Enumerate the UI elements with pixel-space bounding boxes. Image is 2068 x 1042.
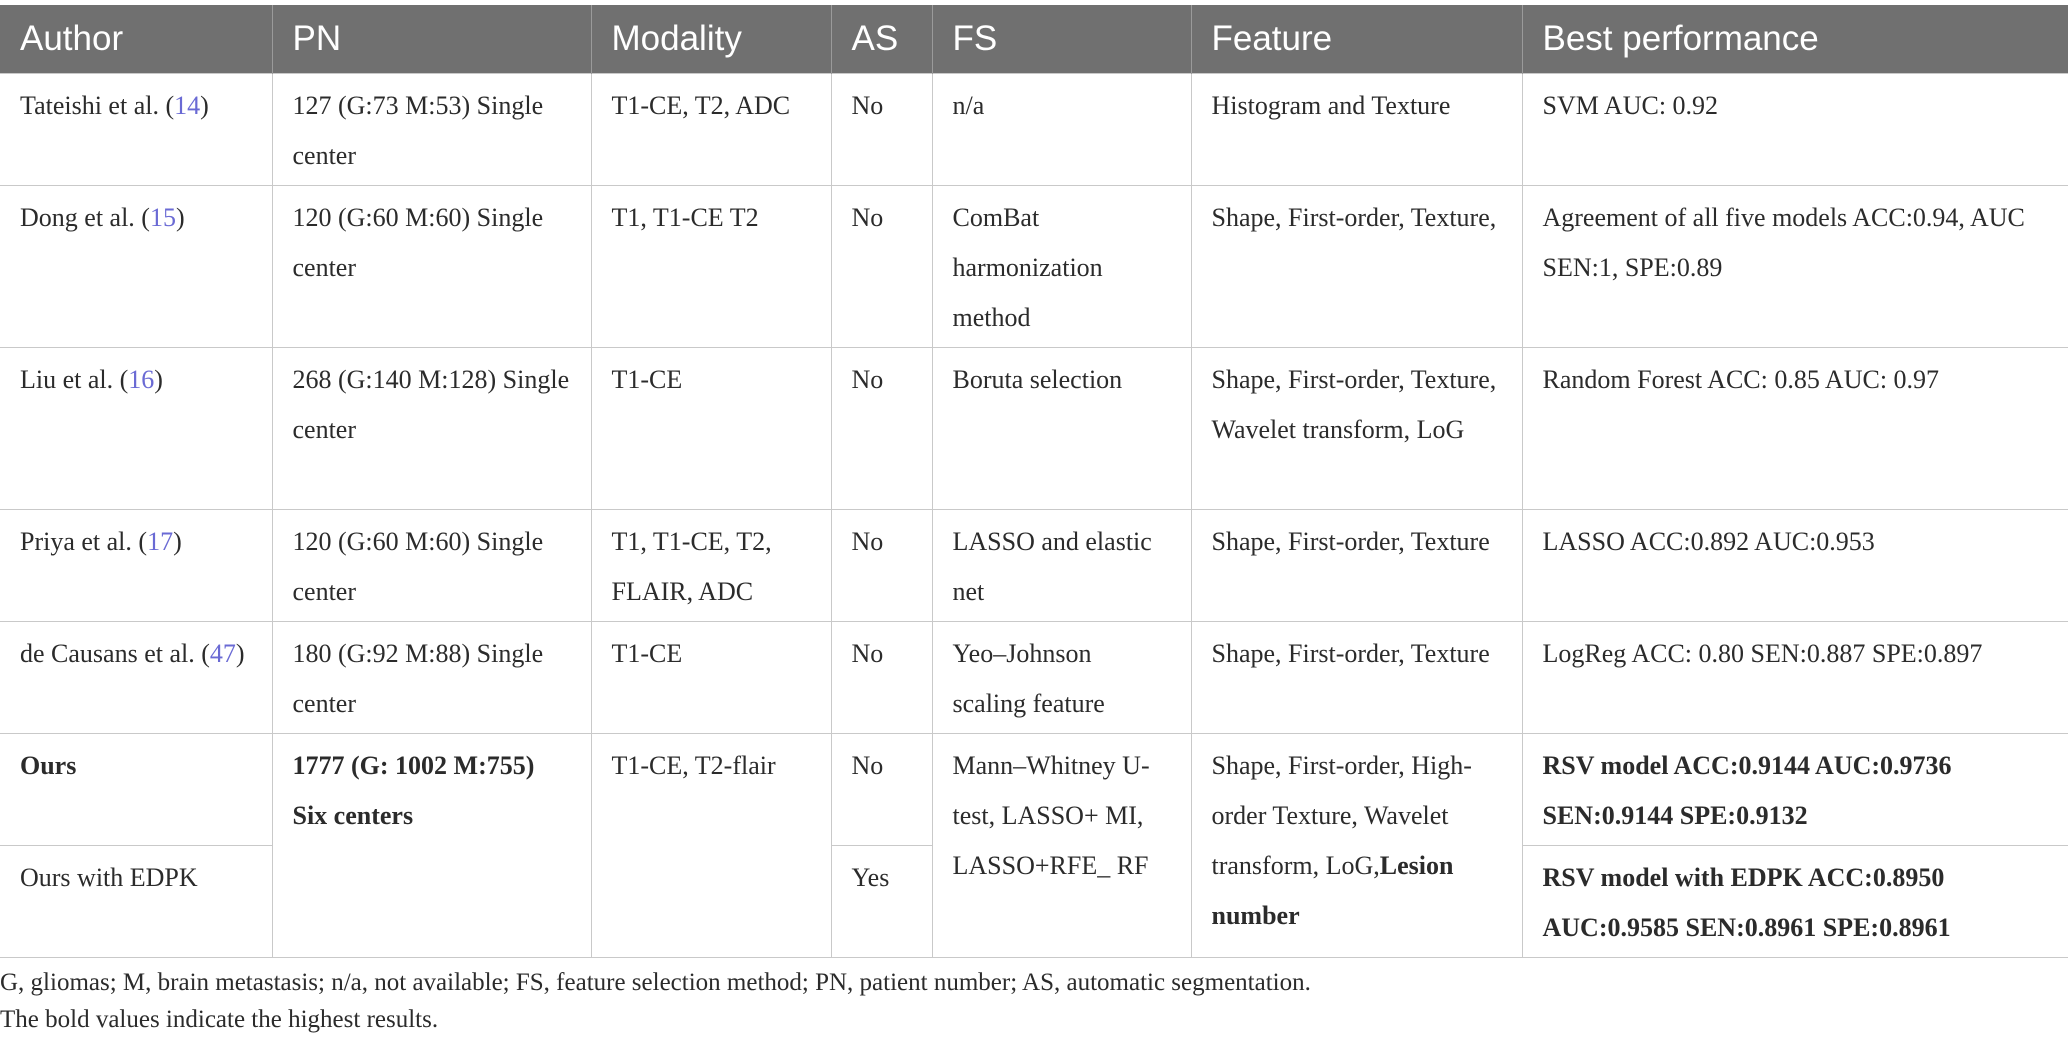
fs-cell: ComBat harmonization method — [932, 186, 1191, 348]
ref-close: ) — [173, 527, 182, 556]
header-best-performance: Best performance — [1522, 5, 2068, 74]
header-as: AS — [831, 5, 932, 74]
best-performance-cell: SVM AUC: 0.92 — [1522, 74, 2068, 186]
reference-link[interactable]: 17 — [147, 527, 174, 556]
header-feature: Feature — [1191, 5, 1522, 74]
as-cell: No — [831, 622, 932, 734]
fs-cell: Mann–Whitney U-test, LASSO+ MI, LASSO+RFE_ RF — [932, 734, 1191, 958]
fs-cell: LASSO and elastic net — [932, 510, 1191, 622]
header-pn: PN — [272, 5, 591, 74]
feature-cell: Shape, First-order, Texture — [1191, 622, 1522, 734]
author-name: de Causans et al. ( — [20, 639, 210, 668]
feature-cell — [1191, 734, 1522, 958]
author-cell: Ours — [0, 734, 272, 846]
modality-cell: T1, T1-CE, T2, FLAIR, ADC — [591, 510, 831, 622]
pn-cell: 268 (G:140 M:128) Single center — [272, 348, 591, 510]
header-modality: Modality — [591, 5, 831, 74]
feature-cell: Shape, First-order, Texture — [1191, 510, 1522, 622]
author-cell: Ours with EDPK — [0, 846, 272, 958]
header-fs: FS — [932, 5, 1191, 74]
table-header — [0, 5, 2068, 74]
as-cell: No — [831, 74, 932, 186]
author-name: Dong et al. ( — [20, 203, 150, 232]
pn-cell: 120 (G:60 M:60) Single center — [272, 186, 591, 348]
reference-link[interactable]: 15 — [149, 203, 176, 232]
author-cell — [0, 348, 272, 510]
pn-cell: 120 (G:60 M:60) Single center — [272, 510, 591, 622]
author-cell — [0, 510, 272, 622]
fs-cell: Boruta selection — [932, 348, 1191, 510]
table-row — [0, 622, 2068, 734]
pn-cell: 180 (G:92 M:88) Single center — [272, 622, 591, 734]
header-author: Author — [0, 5, 272, 74]
modality-cell: T1-CE — [591, 622, 831, 734]
ref-close: ) — [175, 203, 185, 232]
table-body — [0, 74, 2068, 958]
best-performance-cell: LogReg ACC: 0.80 SEN:0.887 SPE:0.897 — [1522, 622, 2068, 734]
as-cell: Yes — [831, 846, 932, 958]
table-row — [0, 348, 2068, 510]
as-cell: No — [831, 186, 932, 348]
ref-close: ) — [154, 365, 163, 394]
reference-link[interactable]: 16 — [128, 365, 155, 394]
feature-cell: Shape, First-order, Texture, — [1191, 186, 1522, 348]
feature-cell: Histogram and Texture — [1191, 74, 1522, 186]
footnote-abbreviations: G, gliomas; M, brain metastasis; n/a, not available; FS, feature selection method; PN, patient number; AS, automatic segmentation. — [0, 969, 1311, 996]
fs-cell: n/a — [932, 74, 1191, 186]
as-cell: No — [831, 348, 932, 510]
pn-cell: 1777 (G: 1002 M:755) Six centers — [272, 734, 591, 958]
author-name: Liu et al. ( — [20, 365, 129, 394]
feature-text: Shape, First-order, High-order Texture, Wavelet transform, LoG, — [1211, 751, 1472, 880]
table-row — [0, 510, 2068, 622]
table-row-ours — [0, 734, 2068, 846]
author-cell — [0, 74, 272, 186]
table-row — [0, 74, 2068, 186]
author-name: Tateishi et al. ( — [20, 91, 175, 120]
modality-cell: T1-CE, T2-flair — [591, 734, 831, 958]
table-row — [0, 186, 2068, 348]
feature-highlight: Lesion number — [1211, 851, 1454, 930]
modality-cell: T1, T1-CE T2 — [591, 186, 831, 348]
pn-cell: 127 (G:73 M:53) Single center — [272, 74, 591, 186]
reference-link[interactable]: 47 — [209, 639, 236, 668]
header-row — [0, 5, 2068, 74]
feature-cell: Shape, First-order, Texture, Wavelet transform, LoG — [1191, 348, 1522, 510]
best-performance-cell: Agreement of all five models ACC:0.94, AUC SEN:1, SPE:0.89 — [1522, 186, 2068, 348]
comparison-table — [0, 5, 2068, 958]
ref-close: ) — [235, 639, 245, 668]
author-cell — [0, 622, 272, 734]
as-cell: No — [831, 734, 932, 846]
modality-cell: T1-CE — [591, 348, 831, 510]
ref-close: ) — [200, 91, 209, 120]
fs-cell: Yeo–Johnson scaling feature — [932, 622, 1191, 734]
reference-link[interactable]: 14 — [174, 91, 201, 120]
modality-cell: T1-CE, T2, ADC — [591, 74, 831, 186]
author-cell — [0, 186, 272, 348]
best-performance-cell: Random Forest ACC: 0.85 AUC: 0.97 — [1522, 348, 2068, 510]
as-cell: No — [831, 510, 932, 622]
author-name: Priya et al. ( — [20, 527, 148, 556]
best-performance-cell: RSV model ACC:0.9144 AUC:0.9736 SEN:0.9144 SPE:0.9132 — [1522, 734, 2068, 846]
best-performance-cell: LASSO ACC:0.892 AUC:0.953 — [1522, 510, 2068, 622]
footnote-bold-note: The bold values indicate the highest results. — [0, 1006, 439, 1033]
best-performance-cell: RSV model with EDPK ACC:0.8950 AUC:0.9585 SEN:0.8961 SPE:0.8961 — [1522, 846, 2068, 958]
